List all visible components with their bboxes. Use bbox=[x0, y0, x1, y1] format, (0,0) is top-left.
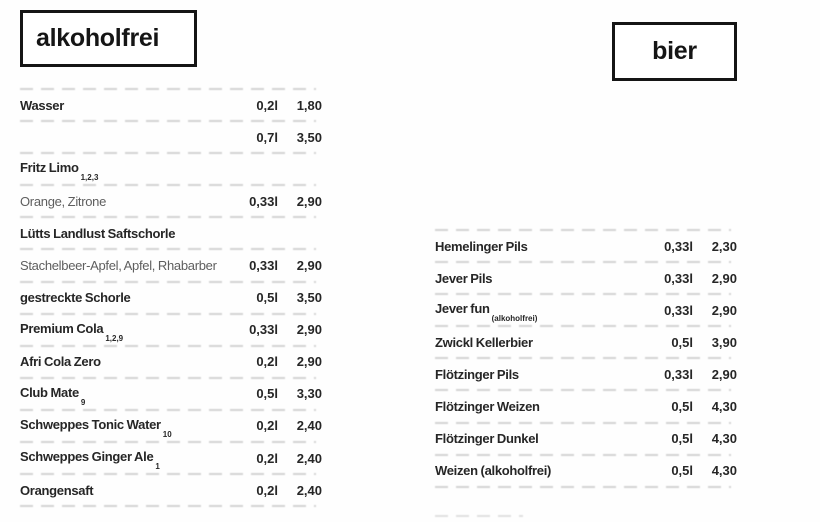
item-size: 0,33l bbox=[664, 366, 693, 382]
item-name: gestreckte Schorle bbox=[20, 290, 131, 306]
item-price: 3,50 bbox=[296, 290, 322, 306]
item-size: 0,5l bbox=[671, 334, 693, 350]
item-size: 0,33l bbox=[664, 270, 693, 286]
menu-item-row bbox=[20, 346, 322, 378]
section-title-box-bier bbox=[612, 22, 737, 81]
menu-item-row bbox=[435, 423, 737, 455]
item-price: 4,30 bbox=[711, 399, 737, 415]
menu-item-row bbox=[435, 390, 737, 422]
item-name: Flötzinger Dunkel bbox=[435, 431, 539, 447]
item-name: Schweppes Ginger Ale$_1$ bbox=[20, 449, 160, 471]
item-name: Lütts Landlust Saftschorle bbox=[20, 225, 176, 241]
menu-item-row bbox=[20, 153, 322, 185]
item-name: Afri Cola Zero bbox=[20, 354, 101, 370]
item-size: 0,2l bbox=[256, 97, 278, 113]
item-size: 0,5l bbox=[671, 431, 693, 447]
menu-item-row bbox=[20, 217, 322, 249]
item-name: Flötzinger Weizen bbox=[435, 399, 540, 415]
item-price: 2,90 bbox=[711, 270, 737, 286]
menu-item-row bbox=[435, 230, 737, 262]
item-size: 0,33l bbox=[249, 322, 278, 338]
menu-list-bier bbox=[435, 230, 737, 487]
item-price: 2,40 bbox=[296, 418, 322, 434]
item-size: 0,5l bbox=[256, 290, 278, 306]
item-footnote: 9 bbox=[80, 397, 86, 407]
menu-item-row bbox=[435, 294, 737, 326]
item-name: Weizen (alkoholfrei) bbox=[435, 463, 552, 479]
item-name: Stachelbeer-Apfel, Apfel, Rhabarber bbox=[20, 258, 217, 274]
menu-item-row bbox=[20, 378, 322, 410]
item-price: 2,40 bbox=[296, 450, 322, 466]
item-name: Fritz Limo$_{1,2,3}$ bbox=[20, 160, 99, 183]
item-price: 4,30 bbox=[711, 463, 737, 479]
item-price: 2,90 bbox=[711, 302, 737, 318]
menu-item-row bbox=[20, 410, 322, 442]
item-size: 0,33l bbox=[249, 258, 278, 274]
section-title-bier: bier bbox=[652, 37, 697, 65]
menu-item-row bbox=[20, 474, 322, 506]
item-price: 3,90 bbox=[711, 334, 737, 350]
item-price: 2,90 bbox=[296, 193, 322, 209]
menu-item-row bbox=[20, 282, 322, 314]
item-name: Orange, Zitrone bbox=[20, 193, 107, 209]
item-footnote: 1,2,3 bbox=[80, 173, 99, 183]
item-footnote: 1,2,9 bbox=[105, 333, 124, 343]
item-price: 2,40 bbox=[296, 482, 322, 498]
item-name: Flötzinger Pils bbox=[435, 366, 519, 382]
menu-item-row bbox=[435, 326, 737, 358]
item-size: 0,2l bbox=[256, 354, 278, 370]
item-price: 2,30 bbox=[711, 238, 737, 254]
item-size: 0,7l bbox=[256, 129, 278, 145]
menu-item-row bbox=[20, 121, 322, 153]
item-size: 0,2l bbox=[256, 450, 278, 466]
scan-artifact-line bbox=[435, 515, 523, 517]
section-title-box-alkoholfrei bbox=[20, 10, 197, 67]
item-price: 2,90 bbox=[296, 322, 322, 338]
item-footnote: 10 bbox=[162, 429, 172, 439]
item-name: Premium Cola$_{1,2,9}$ bbox=[20, 320, 124, 343]
item-price: 3,30 bbox=[296, 386, 322, 402]
menu-item-row bbox=[435, 455, 737, 487]
item-name: Club Mate$_9$ bbox=[20, 385, 86, 407]
item-price: 1,80 bbox=[296, 97, 322, 113]
item-size: 0,33l bbox=[249, 193, 278, 209]
item-price: 2,90 bbox=[296, 354, 322, 370]
item-name: Wasser bbox=[20, 97, 64, 113]
item-size: 0,2l bbox=[256, 482, 278, 498]
item-size: 0,5l bbox=[256, 386, 278, 402]
menu-item-row bbox=[20, 89, 322, 121]
item-name: Jever Pils bbox=[435, 270, 493, 286]
item-price: 4,30 bbox=[711, 431, 737, 447]
menu-item-row bbox=[20, 314, 322, 346]
item-size: 0,5l bbox=[671, 399, 693, 415]
item-footnote: 1 bbox=[155, 461, 160, 471]
item-size: 0,33l bbox=[664, 238, 693, 254]
menu-list-alkoholfrei bbox=[20, 89, 322, 506]
menu-item-row bbox=[435, 262, 737, 294]
item-size: 0,2l bbox=[256, 418, 278, 434]
menu-item-row bbox=[20, 249, 322, 281]
item-name: Orangensaft bbox=[20, 482, 94, 498]
item-name: Zwickl Kellerbier bbox=[435, 334, 533, 350]
item-price: 2,90 bbox=[296, 258, 322, 274]
menu-item-row bbox=[20, 442, 322, 474]
menu-item-row bbox=[20, 185, 322, 217]
item-price: 2,90 bbox=[711, 366, 737, 382]
item-price: 3,50 bbox=[296, 129, 322, 145]
item-name: Schweppes Tonic Water$_{10}$ bbox=[20, 417, 172, 439]
item-name: Hemelinger Pils bbox=[435, 238, 528, 254]
section-title-alkoholfrei: alkoholfrei bbox=[36, 24, 160, 52]
item-size: 0,5l bbox=[671, 463, 693, 479]
item-name: Jever fun$_{(alkoholfrei)}$ bbox=[435, 301, 538, 324]
menu-item-row bbox=[435, 358, 737, 390]
item-size: 0,33l bbox=[664, 302, 693, 318]
item-footnote: (alkoholfrei) bbox=[491, 314, 538, 324]
